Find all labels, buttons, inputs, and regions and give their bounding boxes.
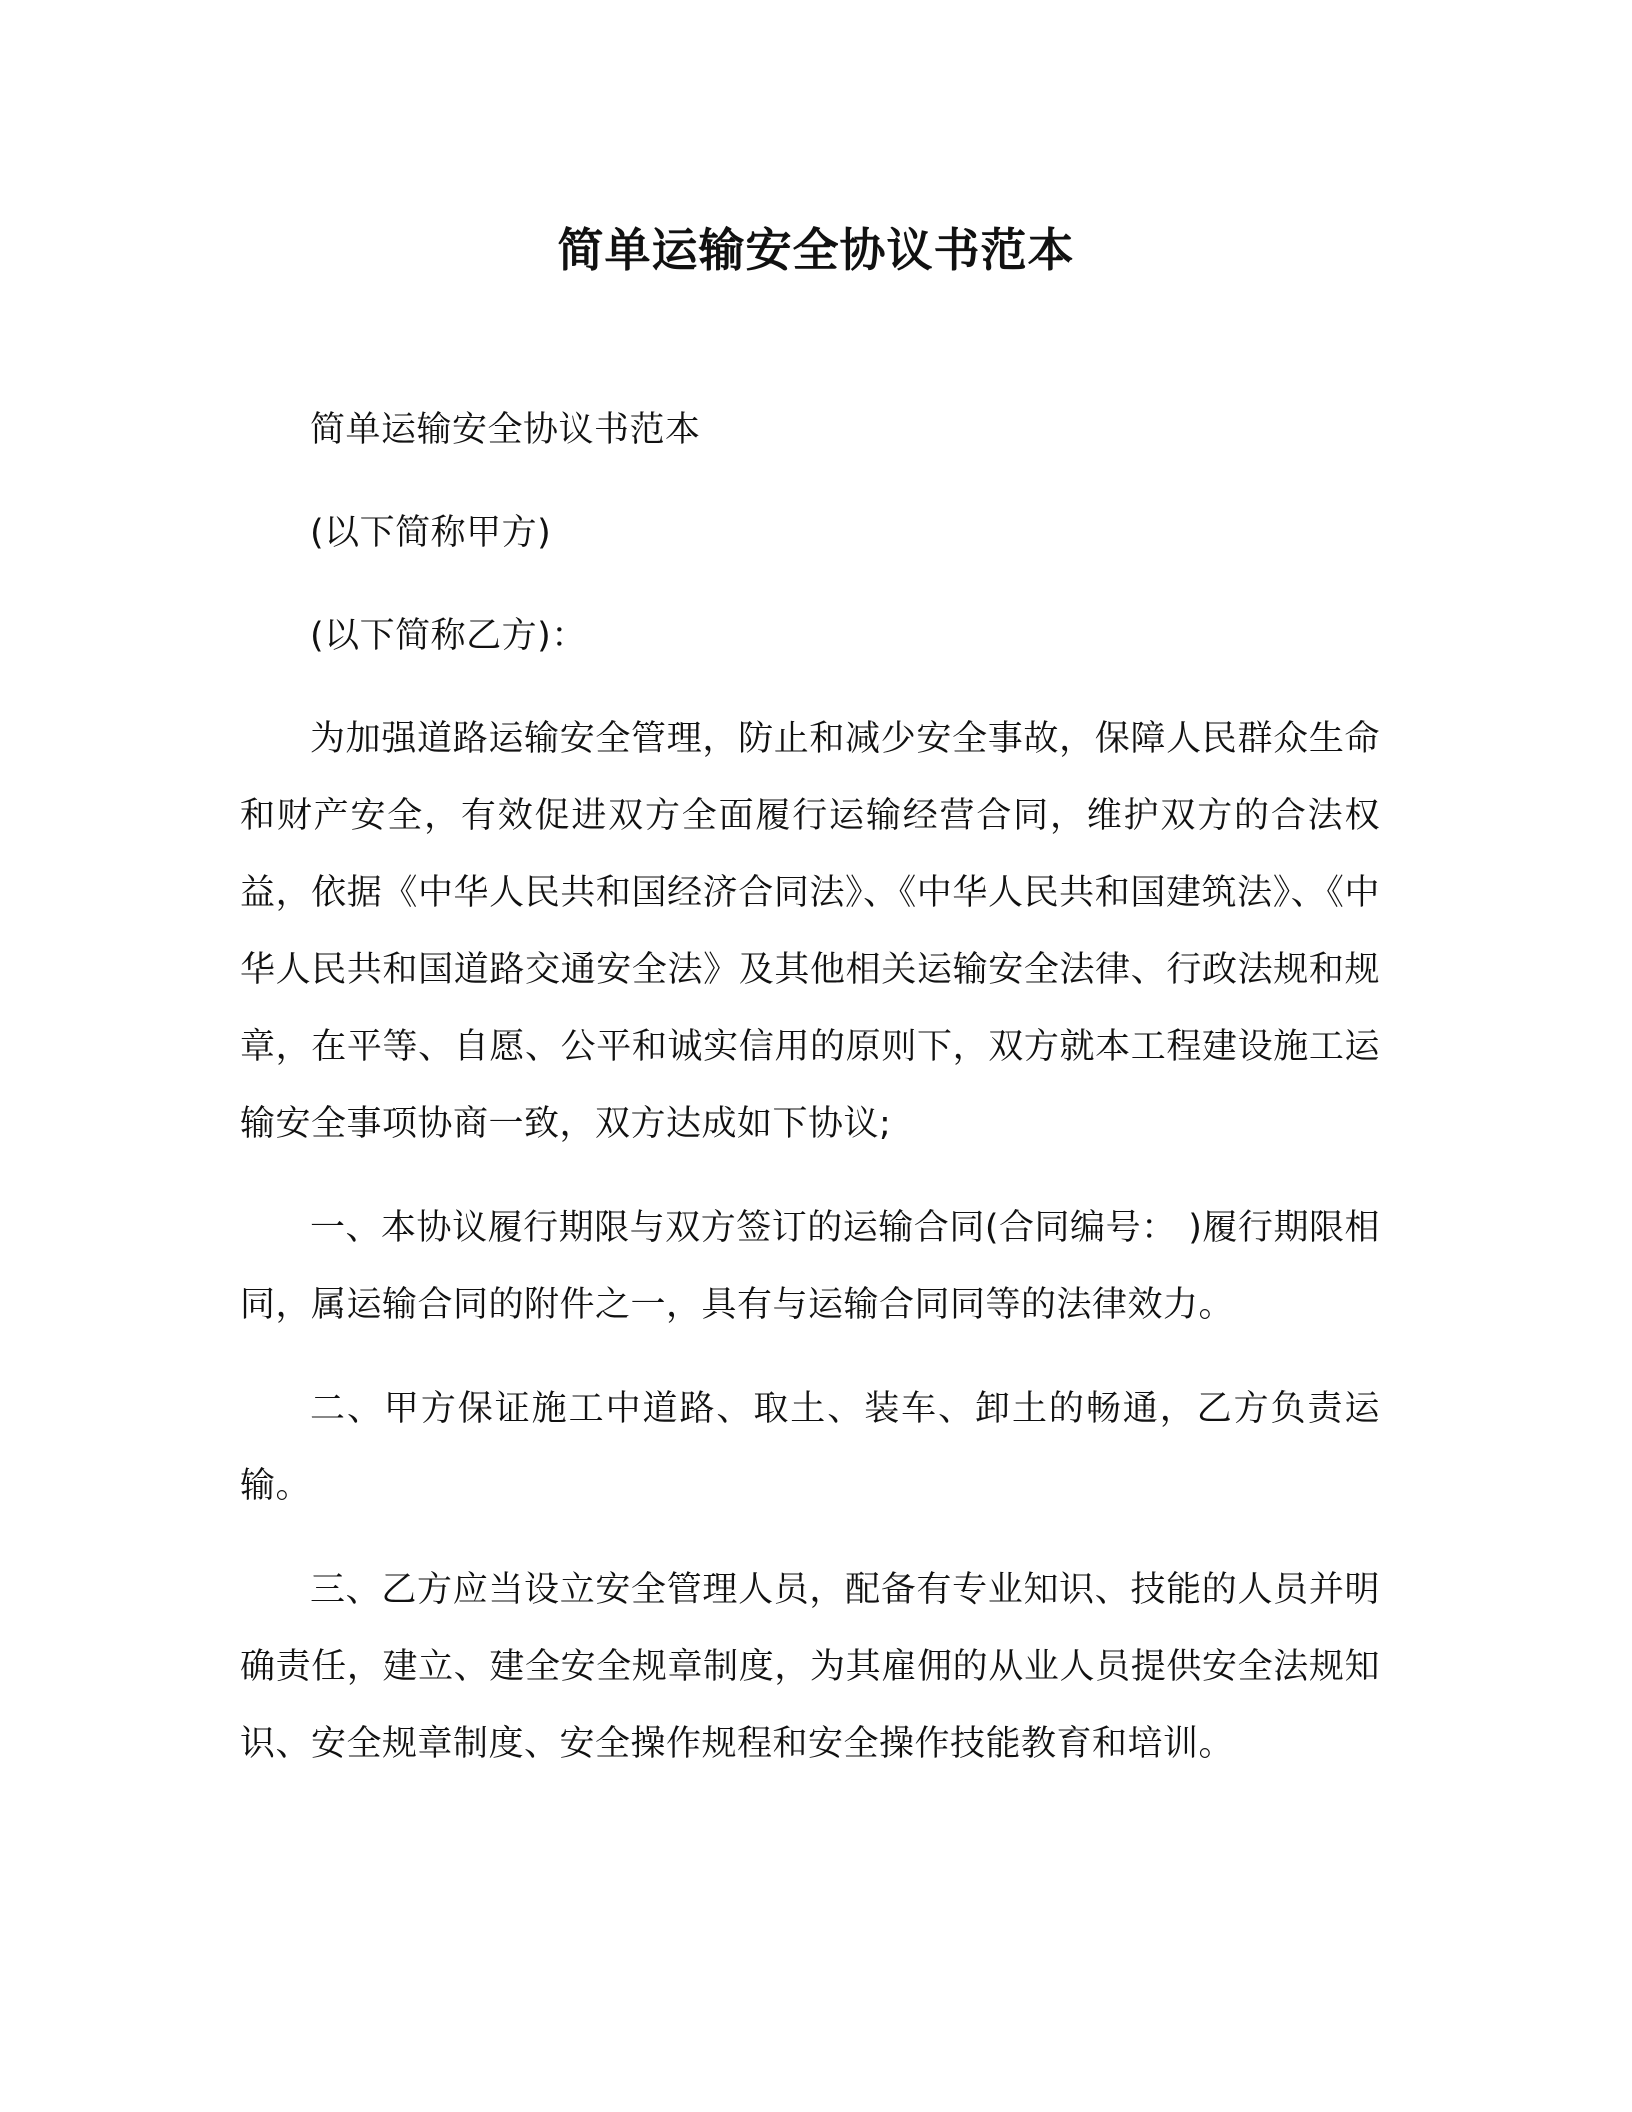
- paragraph-preamble: 为加强道路运输安全管理，防止和减少安全事故，保障人民群众生命和财产安全，有效促进双方全面履行运输经营合同，维护双方的合法权益，依据《中华人民共和国经济合同法》、《中华人民共和国建筑法》、《中华人民共和国道路交通安全法》及其他相关运输安全法律、行政法规和规章，在平等、自愿、公平和诚实信用的原则下，双方就本工程建设施工运输安全事项协商一致，双方达成如下协议;: [240, 719, 1380, 1144]
- paragraph-party-b: (以下简称乙方)：: [310, 616, 587, 656]
- paragraph-subtitle: 简单运输安全协议书范本: [310, 410, 701, 450]
- paragraph-clause-3: 三、乙方应当设立安全管理人员，配备有专业知识、技能的人员并明确责任，建立、建全安全规章制度，为其雇佣的从业人员提供安全法规知识、安全规章制度、安全操作规程和安全操作技能教育和培训。: [240, 1570, 1380, 1764]
- paragraph-clause-1: 一、本协议履行期限与双方签订的运输合同(合同编号： )履行期限相同，属运输合同的附件之一，具有与运输合同同等的法律效力。: [240, 1208, 1380, 1325]
- document-body: [240, 392, 1380, 1809]
- paragraph-party-a: (以下简称甲方): [310, 513, 552, 553]
- paragraph-clause-2: 二、甲方保证施工中道路、取土、装车、卸土的畅通，乙方负责运输。: [240, 1389, 1380, 1506]
- document-title: 简单运输安全协议书范本: [557, 223, 1075, 277]
